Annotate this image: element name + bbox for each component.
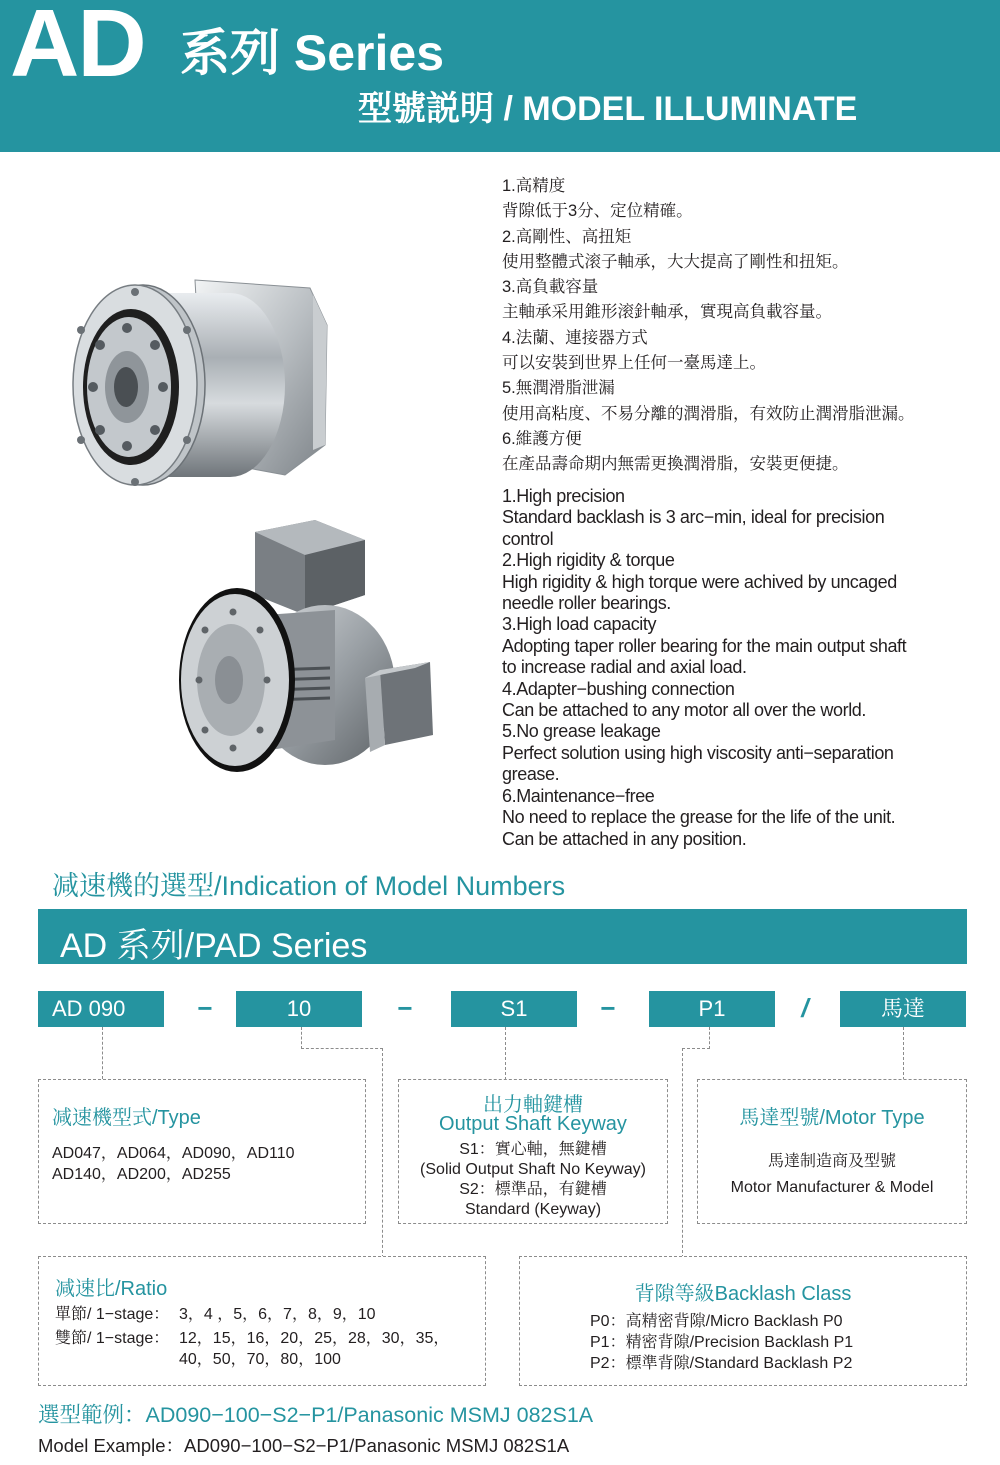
shaft-line: S1：實心軸，無鍵槽 [459,1141,607,1158]
ratio-box-title: 减速比/Ratio [55,1278,168,1300]
connector-line [682,1048,710,1049]
feature-cn-line: 6.維護方便 [502,429,582,448]
feature-en-line: Can be attached in any position. [502,828,747,849]
connector-line [709,1027,710,1049]
feature-en-line: control [502,528,554,549]
feature-cn-line: 在產品壽命期内無需更換潤滑脂，安裝更便捷。 [502,455,849,474]
motor-line: 馬達制造商及型號 [767,1153,896,1170]
feature-cn-line: 5.無潤滑脂泄漏 [502,379,615,398]
feature-cn-line: 使用高粘度、不易分離的潤滑脂，有效防止潤滑脂泄漏。 [502,404,915,423]
code-backlash: P1 [649,991,775,1027]
backlash-box [519,1256,967,1386]
model-example-en: Model Example：AD090−100−S2−P1/Panasonic MSMJ 082S1A [38,1435,570,1456]
feature-cn-line: 2.高剛性、高扭矩 [502,227,632,246]
header-band [0,0,1000,152]
feature-cn-line: 背隙低于3分、定位精確。 [502,202,693,221]
ratio-double-values: 40，50，70，80，100 [179,1351,341,1368]
shaft-line: Standard (Keyway) [464,1201,602,1218]
ratio-single-label: 單節/ 1−stage： [55,1306,170,1323]
code-slash: / [801,993,809,1023]
feature-cn-line: 3.高負載容量 [502,278,599,297]
motor-box [697,1079,967,1224]
motor-line: Motor Manufacturer & Model [730,1179,934,1196]
header-subtitle: 型號説明 / MODEL ILLUMINATE [358,90,858,128]
features-english [502,486,972,850]
connector-line [102,1027,103,1079]
feature-en-line: 4.Adapter−bushing connection [502,678,735,699]
shaft-box [398,1079,668,1224]
shaft-line: S2：標準品，有鍵槽 [459,1181,607,1198]
code-shaft: S1 [451,991,577,1027]
code-dash: − [397,993,413,1023]
gearbox-cutaway-photo [175,520,440,780]
code-dash: − [197,993,213,1023]
feature-en-line: Adopting taper roller bearing for the main output shaft [502,635,907,656]
gearbox-photo [55,270,345,510]
brand-title: AD [10,0,145,97]
feature-cn-line: 可以安裝到世界上任何一臺馬達上。 [502,354,766,373]
connector-line [682,1048,683,1258]
type-box [38,1079,366,1224]
feature-en-line: 3.High load capacity [502,614,657,635]
code-dash: − [600,993,616,1023]
series-bar [38,909,967,964]
code-model: AD 090 [38,991,164,1027]
feature-en-line: 2.High rigidity & torque [502,550,675,571]
feature-en-line: No need to replace the grease for the life of the unit. [502,807,896,828]
connector-line [301,1027,302,1049]
model-example-cn: 選型範例：AD090−100−S2−P1/Panasonic MSMJ 082S1A [38,1403,594,1427]
feature-en-line: Standard backlash is 3 arc−min, ideal for precision [502,507,885,528]
feature-en-line: needle roller bearings. [502,593,671,614]
backlash-box-title: 背隙等級Backlash Class [634,1283,852,1305]
backlash-line: P0：高精密背隙/Micro Backlash P0 [590,1313,843,1330]
type-line: AD047，AD064，AD090，AD110 [52,1145,295,1162]
feature-en-line: Can be attached to any motor all over the world. [502,700,867,721]
feature-en-line: to increase radial and axial load. [502,657,747,678]
code-motor: 馬達 [840,991,966,1027]
connector-line [382,1048,383,1258]
code-ratio: 10 [236,991,362,1027]
ratio-double-label: 雙節/ 1−stage： [55,1330,170,1347]
ratio-single-values: 3，4 ，5，6，7，8，9，10 [179,1306,376,1323]
feature-cn-line: 使用整體式滚子軸承，大大提高了剛性和扭矩。 [502,252,849,271]
backlash-line: P2：標準背隙/Standard Backlash P2 [590,1355,853,1372]
shaft-box-title-cn: 出力軸鍵槽 [483,1094,583,1116]
series-title: 系列 Series [180,25,445,81]
series-bar-label: AD 系列/PAD Series [60,927,368,965]
connector-line [301,1048,383,1049]
feature-en-line: grease. [502,764,560,785]
features-chinese [502,174,982,478]
feature-cn-line: 4.法蘭、連接器方式 [502,328,648,347]
type-box-title: 减速機型式/Type [52,1107,201,1129]
backlash-line: P1：精密背隙/Precision Backlash P1 [590,1334,854,1351]
ratio-box [38,1256,486,1386]
connector-line [903,1027,904,1080]
type-line: AD140，AD200，AD255 [52,1166,231,1183]
connector-line [505,1027,506,1080]
feature-en-line: 5.No grease leakage [502,721,661,742]
ratio-double-values: 12，15，16，20，25，28，30，35， [179,1330,450,1347]
shaft-line: (Solid Output Shaft No Keyway) [420,1161,646,1178]
feature-en-line: 1.High precision [502,486,625,506]
motor-box-title: 馬達型號/Motor Type [739,1107,925,1129]
feature-en-line: High rigidity & high torque were achived by uncaged [502,571,897,592]
section-title: 减速機的選型/Indication of Model Numbers [52,871,566,901]
feature-cn-line: 1.高精度 [502,177,566,195]
feature-en-line: 6.Maintenance−free [502,785,655,806]
feature-en-line: Perfect solution using high viscosity anti−separation [502,742,894,763]
shaft-box-title-en: Output Shaft Keyway [439,1113,627,1135]
feature-cn-line: 主軸承采用錐形滚針軸承，實現高負載容量。 [502,303,832,322]
